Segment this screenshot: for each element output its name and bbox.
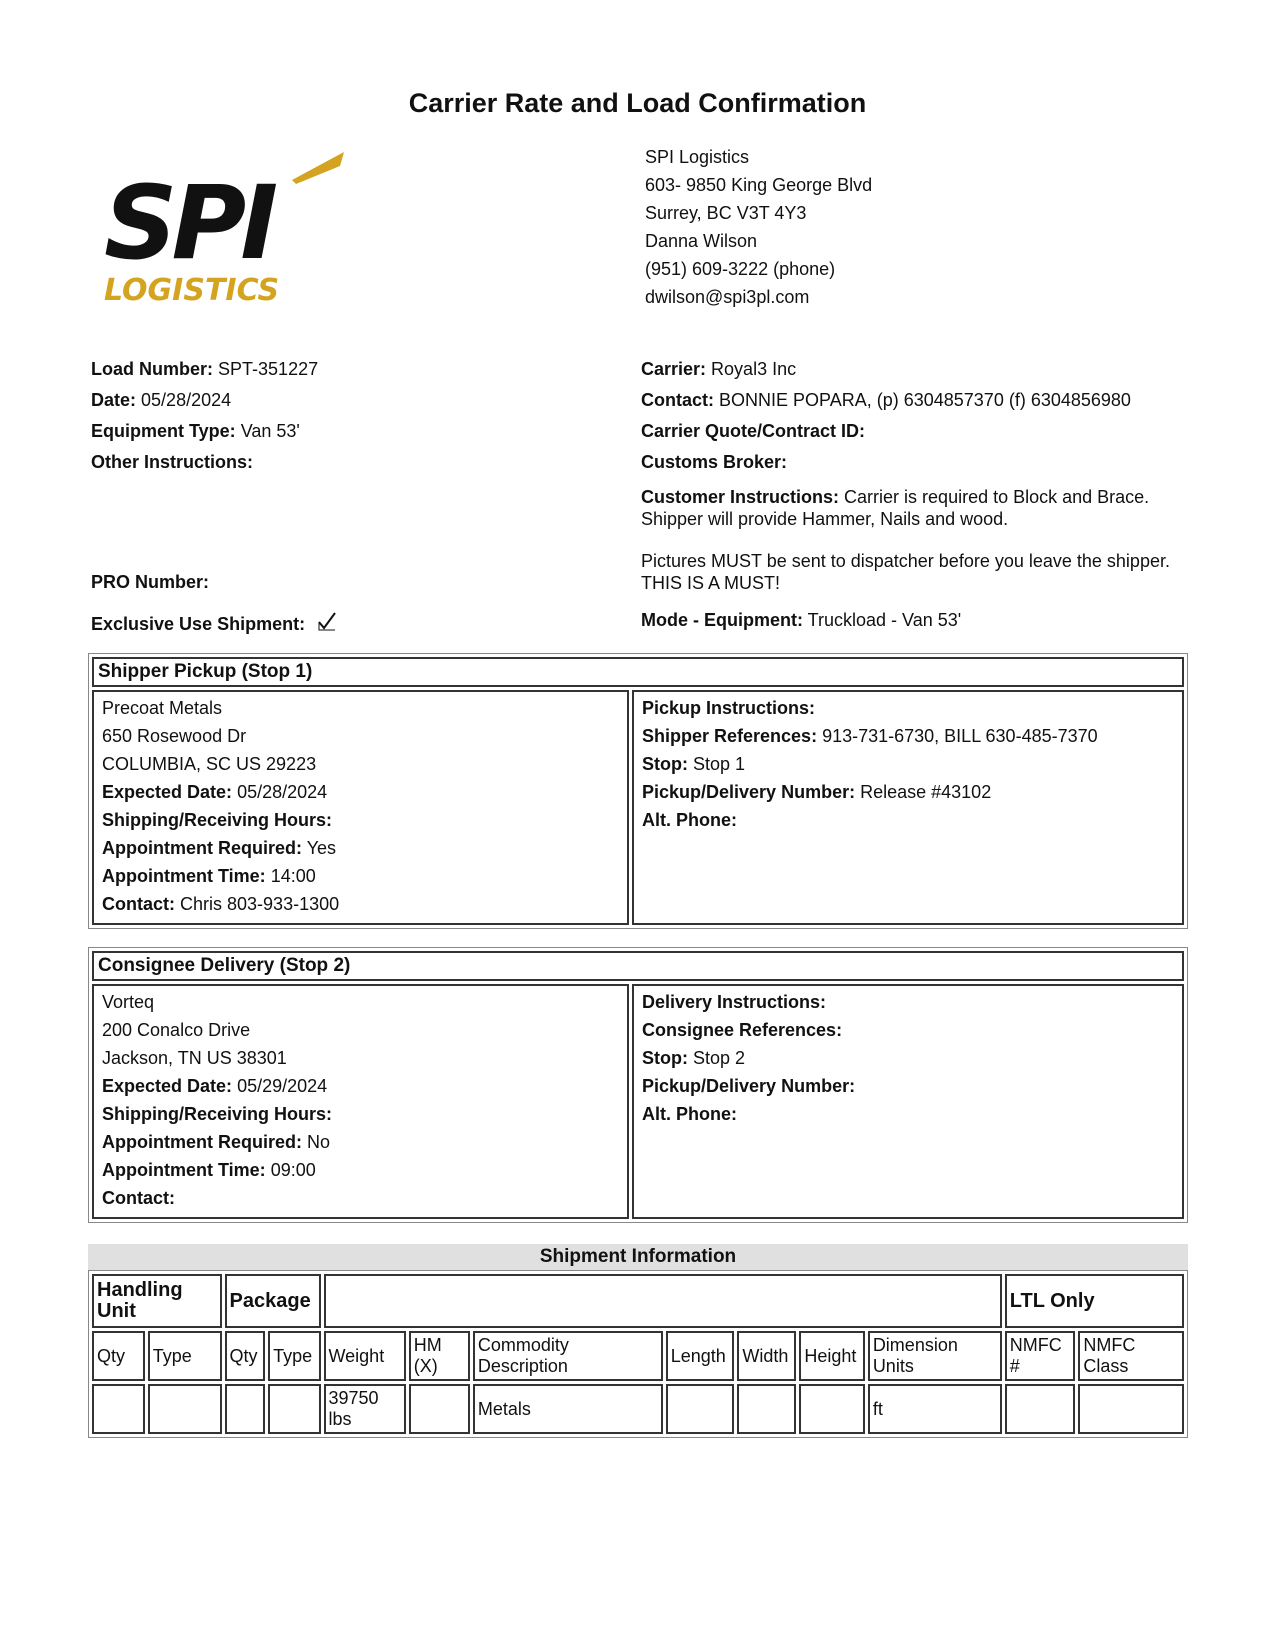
company-address-line1: 603- 9850 King George Blvd bbox=[645, 175, 873, 195]
col-header: Type bbox=[268, 1331, 320, 1381]
delivery-instructions: Delivery Instructions: bbox=[642, 992, 827, 1012]
load-date: Date: 05/28/2024 bbox=[91, 390, 232, 410]
consignee-address bbox=[92, 984, 629, 1219]
table-cell bbox=[799, 1384, 864, 1434]
table-cell bbox=[409, 1384, 470, 1434]
delivery-stop: Stop: Stop 2 bbox=[642, 1048, 746, 1068]
other-instructions: Other Instructions: bbox=[91, 452, 254, 472]
shipper-address-line1: 650 Rosewood Dr bbox=[102, 726, 247, 746]
equipment-type: Equipment Type: Van 53' bbox=[91, 421, 300, 441]
col-header: HM (X) bbox=[409, 1331, 470, 1381]
col-header: NMFC # bbox=[1005, 1331, 1076, 1381]
pro-number: PRO Number: bbox=[91, 572, 210, 592]
col-header: NMFC Class bbox=[1078, 1331, 1184, 1381]
consignee-appointment-required: Appointment Required: No bbox=[102, 1132, 331, 1152]
svg-text:SPI: SPI bbox=[104, 164, 273, 283]
spi-logistics-logo bbox=[104, 150, 344, 320]
company-address-line2: Surrey, BC V3T 4Y3 bbox=[645, 203, 807, 223]
shipper-pickup-details bbox=[632, 690, 1184, 925]
table-row bbox=[92, 1384, 1184, 1434]
load-number: Load Number: SPT-351227 bbox=[91, 359, 319, 379]
pickup-instructions: Pickup Instructions: bbox=[642, 698, 816, 718]
table-cell: 39750 lbs bbox=[324, 1384, 406, 1434]
shipment-column-header-row bbox=[92, 1331, 1184, 1381]
shipper-references: Shipper References: 913-731-6730, BILL 630-485-7370 bbox=[642, 726, 1098, 746]
consignee-delivery-section bbox=[88, 947, 1188, 1223]
delivery-alt-phone: Alt. Phone: bbox=[642, 1104, 737, 1124]
table-cell bbox=[148, 1384, 222, 1434]
shipper-pickup-header: Shipper Pickup (Stop 1) bbox=[92, 657, 1184, 687]
col-header: Length bbox=[666, 1331, 735, 1381]
company-email: dwilson@spi3pl.com bbox=[645, 287, 810, 307]
col-header: Type bbox=[148, 1331, 222, 1381]
carrier-name: Carrier: Royal3 Inc bbox=[641, 359, 797, 379]
consignee-address-line2: Jackson, TN US 38301 bbox=[102, 1048, 287, 1068]
table-cell bbox=[92, 1384, 145, 1434]
customs-broker: Customs Broker: bbox=[641, 452, 788, 472]
group-handling-unit: Handling Unit bbox=[92, 1274, 222, 1328]
exclusive-use-shipment: Exclusive Use Shipment: bbox=[91, 610, 338, 635]
shipper-appointment-time: Appointment Time: 14:00 bbox=[102, 866, 316, 886]
col-header: Height bbox=[799, 1331, 864, 1381]
consignee-appointment-time: Appointment Time: 09:00 bbox=[102, 1160, 316, 1180]
col-header: Commodity Description bbox=[473, 1331, 663, 1381]
shipment-group-header-row bbox=[92, 1274, 1184, 1328]
carrier-contact: Contact: BONNIE POPARA, (p) 6304857370 (f) 6304856980 bbox=[641, 390, 1131, 410]
table-cell bbox=[1078, 1384, 1184, 1434]
table-cell bbox=[268, 1384, 320, 1434]
group-ltl-only: LTL Only bbox=[1005, 1274, 1184, 1328]
company-address bbox=[645, 143, 872, 311]
table-cell bbox=[737, 1384, 796, 1434]
pickup-delivery-number: Pickup/Delivery Number: Release #43102 bbox=[642, 782, 992, 802]
company-name: SPI Logistics bbox=[645, 147, 750, 167]
page-title: Carrier Rate and Load Confirmation bbox=[408, 88, 867, 118]
col-header: Qty bbox=[92, 1331, 145, 1381]
shipper-contact: Contact: Chris 803-933-1300 bbox=[102, 894, 340, 914]
table-cell: Metals bbox=[473, 1384, 663, 1434]
shipper-appointment-required: Appointment Required: Yes bbox=[102, 838, 337, 858]
consignee-address-line1: 200 Conalco Drive bbox=[102, 1020, 251, 1040]
consignee-delivery-header: Consignee Delivery (Stop 2) bbox=[92, 951, 1184, 981]
table-cell bbox=[1005, 1384, 1076, 1434]
group-package: Package bbox=[225, 1274, 321, 1328]
col-header: Dimension Units bbox=[868, 1331, 1002, 1381]
delivery-pickup-delivery-number: Pickup/Delivery Number: bbox=[642, 1076, 856, 1096]
shipment-table bbox=[88, 1270, 1188, 1438]
company-phone: (951) 609-3222 (phone) bbox=[645, 259, 836, 279]
shipper-pickup-section bbox=[88, 653, 1188, 929]
col-header: Weight bbox=[324, 1331, 406, 1381]
company-contact: Danna Wilson bbox=[645, 231, 758, 251]
consignee-name: Vorteq bbox=[102, 992, 155, 1012]
shipper-name: Precoat Metals bbox=[102, 698, 223, 718]
consignee-references: Consignee References: bbox=[642, 1020, 843, 1040]
consignee-expected-date: Expected Date: 05/29/2024 bbox=[102, 1076, 328, 1096]
shipper-expected-date: Expected Date: 05/28/2024 bbox=[102, 782, 328, 802]
checkmark-icon bbox=[316, 610, 338, 632]
shipper-hours: Shipping/Receiving Hours: bbox=[102, 810, 333, 830]
consignee-contact: Contact: bbox=[102, 1188, 175, 1208]
pickup-stop: Stop: Stop 1 bbox=[642, 754, 746, 774]
shipper-address-line2: COLUMBIA, SC US 29223 bbox=[102, 754, 317, 774]
consignee-delivery-details bbox=[632, 984, 1184, 1219]
col-header: Qty bbox=[225, 1331, 266, 1381]
consignee-hours: Shipping/Receiving Hours: bbox=[102, 1104, 333, 1124]
carrier-quote-id: Carrier Quote/Contract ID: bbox=[641, 421, 866, 441]
customer-instructions: Customer Instructions: Carrier is required to Block and Brace. Shipper will provide Hammer, Nails and wood. Pictures MUST be sent to dispatcher before you leave the shipper. THIS IS A MUST! bbox=[641, 487, 1170, 593]
group-blank bbox=[324, 1274, 1002, 1328]
table-cell bbox=[225, 1384, 266, 1434]
col-header: Width bbox=[737, 1331, 796, 1381]
shipment-information-header: Shipment Information bbox=[88, 1244, 1188, 1270]
mode-equipment: Mode - Equipment: Truckload - Van 53' bbox=[641, 610, 962, 630]
pickup-alt-phone: Alt. Phone: bbox=[642, 810, 737, 830]
svg-text:LOGISTICS: LOGISTICS bbox=[104, 273, 280, 308]
shipper-pickup-address bbox=[92, 690, 629, 925]
table-cell: ft bbox=[868, 1384, 1002, 1434]
table-cell bbox=[666, 1384, 735, 1434]
